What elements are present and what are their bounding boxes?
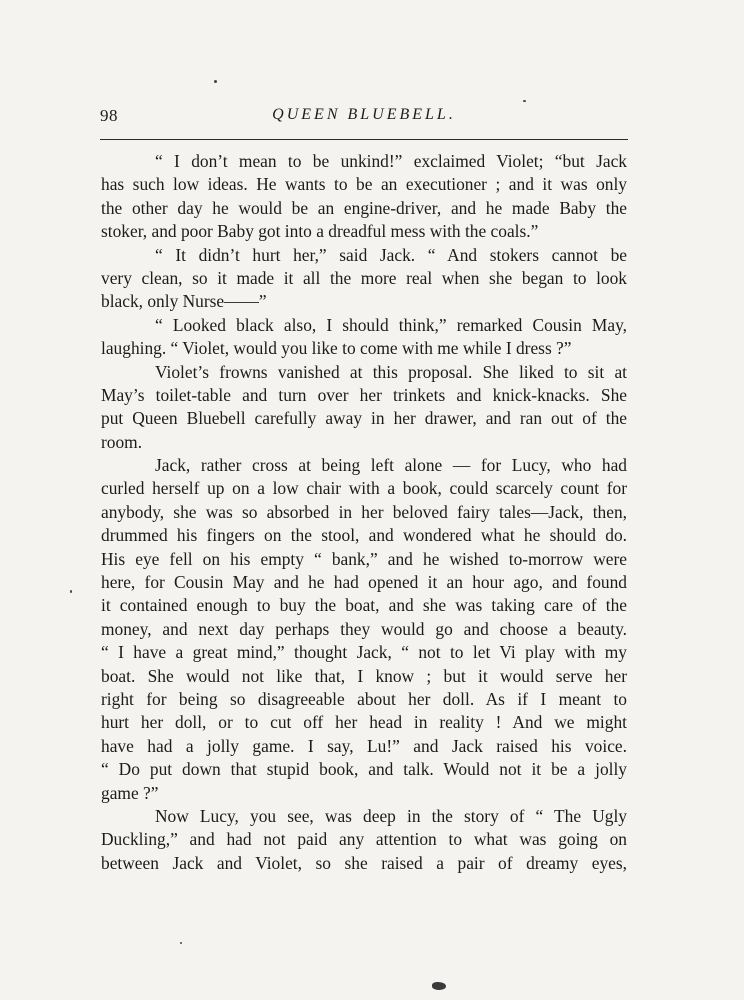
paper-speck: [70, 590, 72, 593]
text-line: right for being so disagreeable about her doll. As if I meant to: [101, 688, 627, 709]
text-line: black, only Nurse——”: [101, 291, 267, 312]
page-number: 98: [100, 106, 118, 125]
header-rule: [100, 139, 628, 140]
text-line: laughing. “ Violet, would you like to come with me while I dress ?”: [101, 338, 572, 359]
text-line: room.: [101, 431, 143, 452]
text-line: “ I have a great mind,” thought Jack, “ not to let Vi play with my: [101, 642, 627, 663]
text-line: boat. She would not like that, I know ; but it would serve her: [101, 665, 627, 686]
text-line: here, for Cousin May and he had opened it an hour ago, and found: [101, 572, 627, 593]
text-line: “ I don’t mean to be unkind!” exclaimed Violet; “but Jack: [155, 151, 627, 171]
text-line: very clean, so it made it all the more real when she began to look: [101, 267, 627, 288]
body-text: [101, 150, 627, 875]
text-line: the other day he would be an engine-driver, and he made Baby the: [101, 197, 627, 218]
paper-speck: [523, 100, 526, 102]
running-title: QUEEN BLUEBELL.: [272, 106, 456, 123]
text-line: has such low ideas. He wants to be an executioner ; and it was only: [101, 174, 627, 195]
text-line: “ Looked black also, I should think,” remarked Cousin May,: [155, 314, 627, 335]
text-line: curled herself up on a low chair with a book, could scarcely count for: [101, 478, 627, 499]
text-line: “ Do put down that stupid book, and talk. Would not it be a jolly: [101, 759, 627, 780]
text-line: hurt her doll, or to cut off her head in reality ! And we might: [101, 712, 627, 733]
text-line: Duckling,” and had not paid any attention to what was going on: [101, 829, 627, 850]
text-line: anybody, she was so absorbed in her beloved fairy tales—Jack, then,: [101, 501, 627, 522]
text-line: Now Lucy, you see, was deep in the story of “ The Ugly: [155, 805, 627, 826]
paper-speck: [180, 942, 182, 944]
page-ornament: [432, 982, 446, 990]
text-line: put Queen Bluebell carefully away in her drawer, and ran out of the: [101, 408, 627, 429]
text-line: Violet’s frowns vanished at this proposal. She liked to sit at: [155, 361, 627, 382]
text-line: Jack, rather cross at being left alone — for Lucy, who had: [155, 455, 627, 476]
text-line: between Jack and Violet, so she raised a pair of dreamy eyes,: [101, 852, 627, 873]
text-line: May’s toilet-table and turn over her trinkets and knick-knacks. She: [101, 384, 627, 405]
text-line: it contained enough to buy the boat, and she was taking care of the: [101, 595, 627, 616]
paper-speck: [214, 80, 217, 83]
text-line: stoker, and poor Baby got into a dreadful mess with the coals.”: [101, 221, 539, 242]
text-line: drummed his fingers on the stool, and wondered what he should do.: [101, 525, 627, 546]
text-line: His eye fell on his empty “ bank,” and he wished to-morrow were: [101, 548, 627, 569]
text-line: have had a jolly game. I say, Lu!” and Jack raised his voice.: [101, 735, 627, 756]
text-line: game ?”: [101, 782, 159, 803]
text-line: “ It didn’t hurt her,” said Jack. “ And stokers cannot be: [155, 244, 627, 265]
text-line: money, and next day perhaps they would go and choose a beauty.: [101, 618, 627, 639]
page-header: [100, 106, 628, 132]
